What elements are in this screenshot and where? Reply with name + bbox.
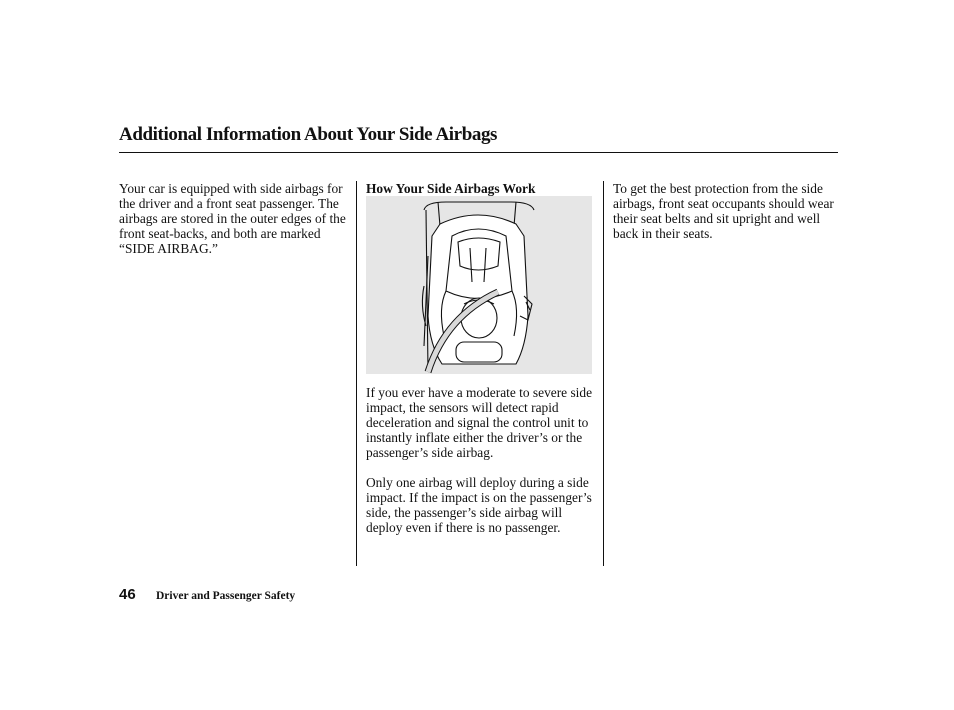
column-divider-left [356,181,357,566]
seated-occupant-icon [366,196,592,374]
deployment-paragraph: Only one airbag will deploy during a side impact. If the impact is on the passenger’s side, the passenger’s side airbag will deploy even if there is no passenger. [366,475,592,535]
airbag-illustration [366,196,592,374]
section-heading: How Your Side Airbags Work [366,181,536,196]
column-divider-right [603,181,604,566]
title-divider [119,152,838,153]
impact-paragraph: If you ever have a moderate to severe side impact, the sensors will detect rapid deceleration and signal the control unit to instantly inflate either the driver’s or the passenger’s side airbag. [366,385,593,460]
page-title: Additional Information About Your Side Airbags [119,124,498,145]
intro-paragraph: Your car is equipped with side airbags for the driver and a front seat passenger. The airbags are stored in the outer edges of the front seat-backs, and both are marked “SIDE AIRBAG.” [119,181,346,256]
protection-column [613,181,838,241]
page-number: 46 [119,586,136,603]
how-it-works-column [366,181,594,535]
intro-column [119,181,349,256]
section-footer-label: Driver and Passenger Safety [156,590,296,602]
protection-paragraph: To get the best protection from the side airbags, front seat occupants should wear their seat belts and sit upright and well back in their seats. [613,181,834,241]
